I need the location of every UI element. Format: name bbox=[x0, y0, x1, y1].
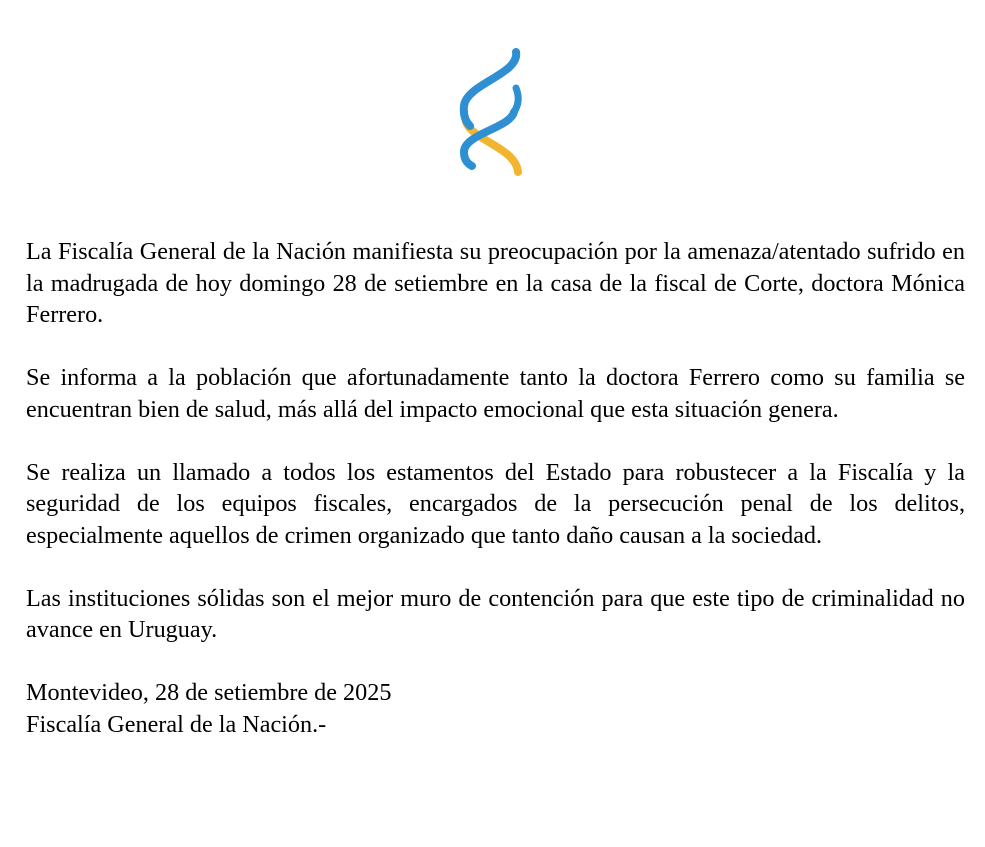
paragraph-4: Las instituciones sólidas son el mejor muro de contención para que este tipo de criminalidad no avance en Uruguay. bbox=[26, 584, 965, 643]
paragraph-3: Se realiza un llamado a todos los estamentos del Estado para robustecer a la Fiscalía y la seguridad de los equipos fiscales, encargados de la persecución penal de los delitos, especialmente aquellos de crimen organizado que tanto daño causan a la sociedad. bbox=[26, 458, 965, 549]
paragraph-1: La Fiscalía General de la Nación manifiesta su preocupación por la amenaza/atentado sufrido en la madrugada de hoy domingo 28 de setiembre en la casa de la fiscal de Corte, doctora Mónica Ferrero. bbox=[26, 238, 965, 328]
fiscalia-helix-logo-icon bbox=[452, 44, 532, 178]
signature-block bbox=[26, 677, 965, 740]
signature-issuer: Fiscalía General de la Nación.- bbox=[26, 710, 327, 738]
statement-body bbox=[26, 236, 965, 740]
signature-place-date: Montevideo, 28 de setiembre de 2025 bbox=[26, 679, 392, 706]
paragraph-2: Se informa a la población que afortunadamente tanto la doctora Ferrero como su familia se encuentran bien de salud, más allá del impacto emocional que esta situación genera. bbox=[26, 364, 965, 423]
